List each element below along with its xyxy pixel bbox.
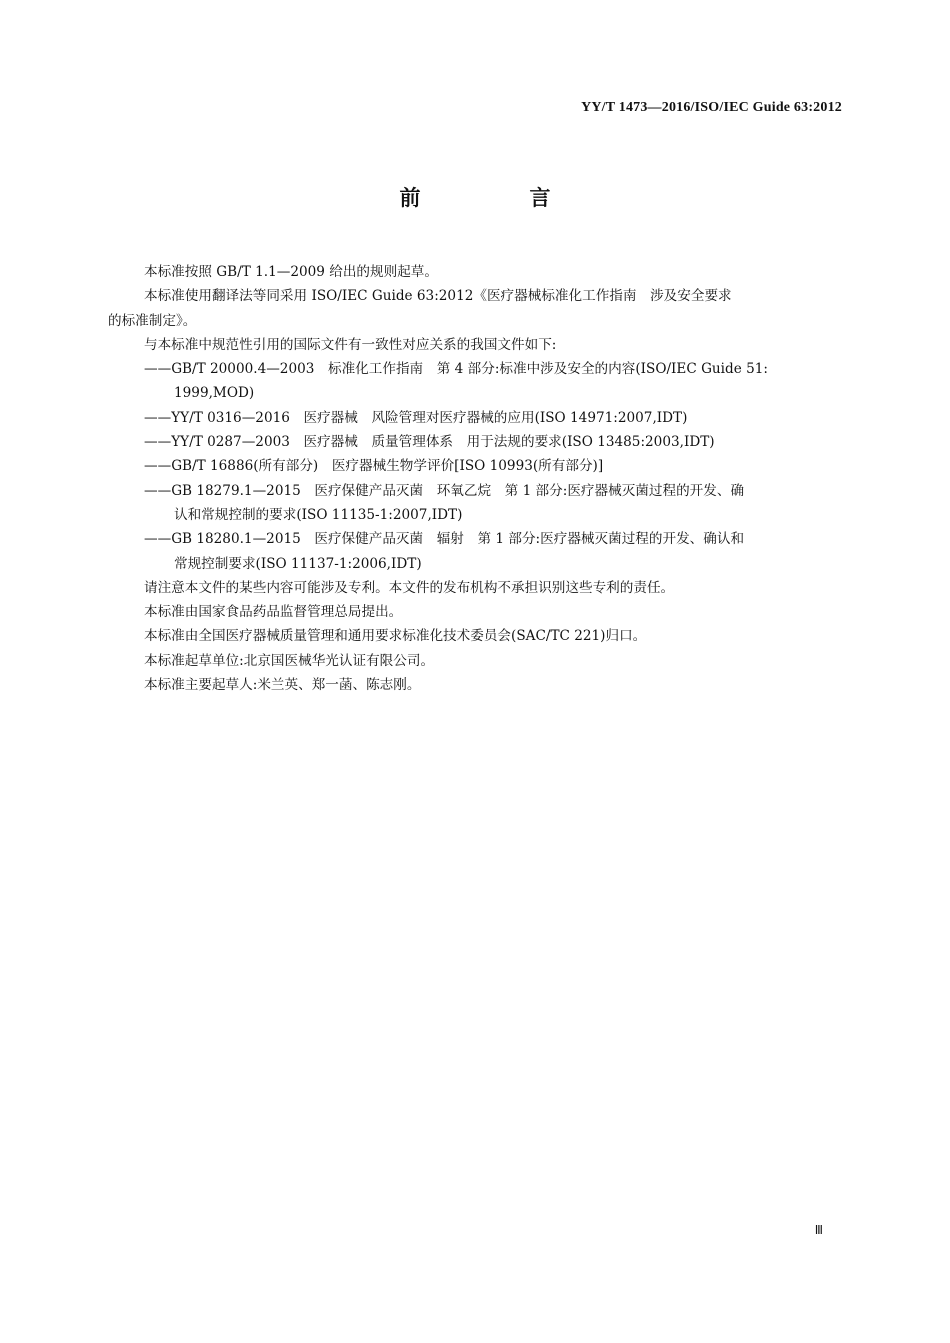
foreword-body bbox=[108, 260, 843, 697]
reference-item-line1: ——GB 18280.1—2015 医疗保健产品灭菌 辐射 第 1 部分:医疗器械灭菌过程的开发、确认和 bbox=[144, 531, 745, 548]
reference-item-line2: 常规控制要求(ISO 11137-1:2006,IDT) bbox=[174, 555, 422, 572]
reference-item-line2: 1999,MOD) bbox=[174, 385, 255, 402]
paragraph-adoption-line2: 的标准制定》。 bbox=[108, 312, 197, 329]
page-number: Ⅲ bbox=[814, 1223, 822, 1237]
paragraph-patent-notice: 请注意本文件的某些内容可能涉及专利。本文件的发布机构不承担识别这些专利的责任。 bbox=[144, 579, 675, 596]
paragraph-proposer: 本标准由国家食品药品监督管理总局提出。 bbox=[144, 604, 403, 621]
reference-item-line1: ——GB 18279.1—2015 医疗保健产品灭菌 环氧乙烷 第 1 部分:医疗器械灭菌过程的开发、确 bbox=[144, 482, 745, 499]
paragraph-reference-intro: 与本标准中规范性引用的国际文件有一致性对应关系的我国文件如下: bbox=[144, 336, 557, 353]
reference-item-line1: ——GB/T 20000.4—2003 标准化工作指南 第 4 部分:标准中涉及安全的内容(ISO/IEC Guide 51: bbox=[144, 361, 768, 378]
page-title: 前 言 bbox=[399, 186, 595, 210]
paragraph-drafting-unit: 本标准起草单位:北京国医械华光认证有限公司。 bbox=[144, 652, 435, 669]
reference-item-line1: ——YY/T 0287—2003 医疗器械 质量管理体系 用于法规的要求(ISO 13485:2003,IDT) bbox=[144, 434, 715, 451]
reference-item-line1: ——YY/T 0316—2016 医疗器械 风险管理对医疗器械的应用(ISO 14971:2007,IDT) bbox=[144, 409, 688, 426]
paragraph-drafters: 本标准主要起草人:米兰英、郑一菡、陈志刚。 bbox=[144, 677, 421, 694]
reference-list bbox=[108, 357, 843, 576]
paragraph-drafting-rules: 本标准按照 GB/T 1.1—2009 给出的规则起草。 bbox=[144, 264, 438, 280]
reference-item-line1: ——GB/T 16886(所有部分) 医疗器械生物学评价[ISO 10993(所有部分)] bbox=[144, 458, 604, 475]
standard-code-header: YY/T 1473—2016/ISO/IEC Guide 63:2012 bbox=[581, 100, 842, 115]
paragraph-adoption-line1: 本标准使用翻译法等同采用 ISO/IEC Guide 63:2012《医疗器械标准化工作指南 涉及安全要求 bbox=[144, 288, 732, 305]
paragraph-committee: 本标准由全国医疗器械质量管理和通用要求标准化技术委员会(SAC/TC 221)归口。 bbox=[144, 628, 647, 645]
reference-item-line2: 认和常规控制的要求(ISO 11135-1:2007,IDT) bbox=[174, 506, 463, 523]
